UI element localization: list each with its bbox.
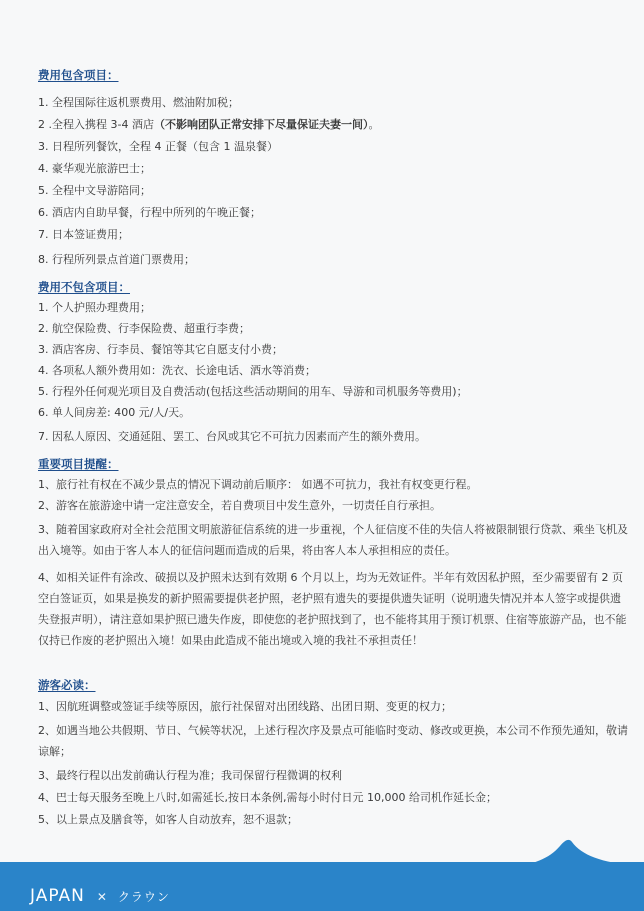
section-notice [38,678,628,827]
list-item: 3. 酒店客房、行李员、餐馆等其它自愿支付小费； [38,343,283,356]
section-excluded [38,280,628,444]
list-item: 4. 各项私人额外费用如：洗衣、长途电话、酒水等消费； [38,364,316,377]
list-item: 4、巴士每天服务至晚上八时,如需延长,按日本条例,需每小时付日元 10,000 给司机作延长金； [38,791,497,804]
important-list [38,477,628,651]
section-title-notice: 游客必读： [38,678,96,692]
list-item: 2. 航空保险费、行李保险费、超重行李费； [38,322,250,335]
list-item: 3. 日程所列餐饮，全程 4 正餐（包含 1 温泉餐） [38,140,278,153]
list-item: 6. 单人间房差: 400 元/人/天。 [38,406,191,419]
list-item: 3、随着国家政府对全社会范围文明旅游征信系统的进一步重视，个人征信度不佳的失信人将被限制银行贷款、乘坐飞机及出入境等。如由于客人本人的征信问题而造成的后果，将由客人本人承担相应的责任。 [38,523,628,557]
list-item: 2、游客在旅游途中请一定注意安全，若自费项目中发生意外，一切责任自行承担。 [38,499,441,512]
item-emphasis: （不影响团队正常安排下尽量保证夫妻一间） [153,118,369,131]
list-item: 6. 酒店内自助早餐，行程中所列的午晚正餐； [38,206,261,219]
list-item: 4. 豪华观光旅游巴士； [38,162,151,175]
list-item: 5. 全程中文导游陪同； [38,184,151,197]
item-suffix: 。 [368,118,380,131]
list-item: 2、如遇当地公共假期、节日、气候等状况，上述行程次序及景点可能临时变动、修改或更换，本公司不作预先通知，敬请谅解； [38,724,628,758]
section-important [38,457,628,651]
footer-label [30,886,170,906]
section-included [38,68,628,267]
section-title-included: 费用包含项目： [38,68,119,82]
list-item: 7. 日本签证费用； [38,228,129,241]
list-item: 1. 全程国际往返机票费用、燃油附加税； [38,96,239,109]
excluded-list [38,300,628,444]
footer-brand: JAPAN [30,886,85,906]
list-item: 4、如相关证件有涂改、破损以及护照未达到有效期 6 个月以上，均为无效证件。半年有效因私护照，至少需要留有 2 页空白签证页，如果是换发的新护照需要提供老护照，老护照有遗失的要提供遗失证明（说明遗失情况并本人签字或提供遗失登报声明），请注意如果护照已遗失作废，即使您的老护照找到了，也不能将其用于预订机票、住宿等旅游产品，也不能仅持已作废的老护照出入境！如果由此造成不能出境或入境的我社不承担责任！ [38,571,627,647]
section-title-important: 重要项目提醒： [38,457,119,471]
notice-list [38,699,628,827]
list-item: 8. 行程所列景点首道门票费用； [38,253,195,266]
item-prefix: 2 .全程入携程 3-4 酒店 [38,118,154,131]
footer-subtitle: クラウン [117,890,170,904]
list-item [38,117,628,132]
document-content [38,68,628,827]
footer-separator-icon: ✕ [96,890,108,904]
list-item: 5、以上景点及膳食等，如客人自动放弃，恕不退款； [38,813,298,826]
list-item: 1、因航班调整或签证手续等原因，旅行社保留对出团线路、出团日期、变更的权力； [38,700,452,713]
list-item: 1、旅行社有权在不减少景点的情况下调动前后顺序： 如遇不可抗力，我社有权变更行程。 [38,478,478,491]
list-item: 3、最终行程以出发前确认行程为准；我司保留行程微调的权利 [38,769,342,782]
list-item: 5. 行程外任何观光项目及自费活动(包括这些活动期间的用车、导游和司机服务等费用)； [38,385,468,398]
included-list [38,95,628,267]
list-item: 1. 个人护照办理费用； [38,301,151,314]
section-title-excluded: 费用不包含项目： [38,280,130,294]
list-item: 7. 因私人原因、交通延阻、罢工、台风或其它不可抗力因素而产生的额外费用。 [38,430,426,443]
